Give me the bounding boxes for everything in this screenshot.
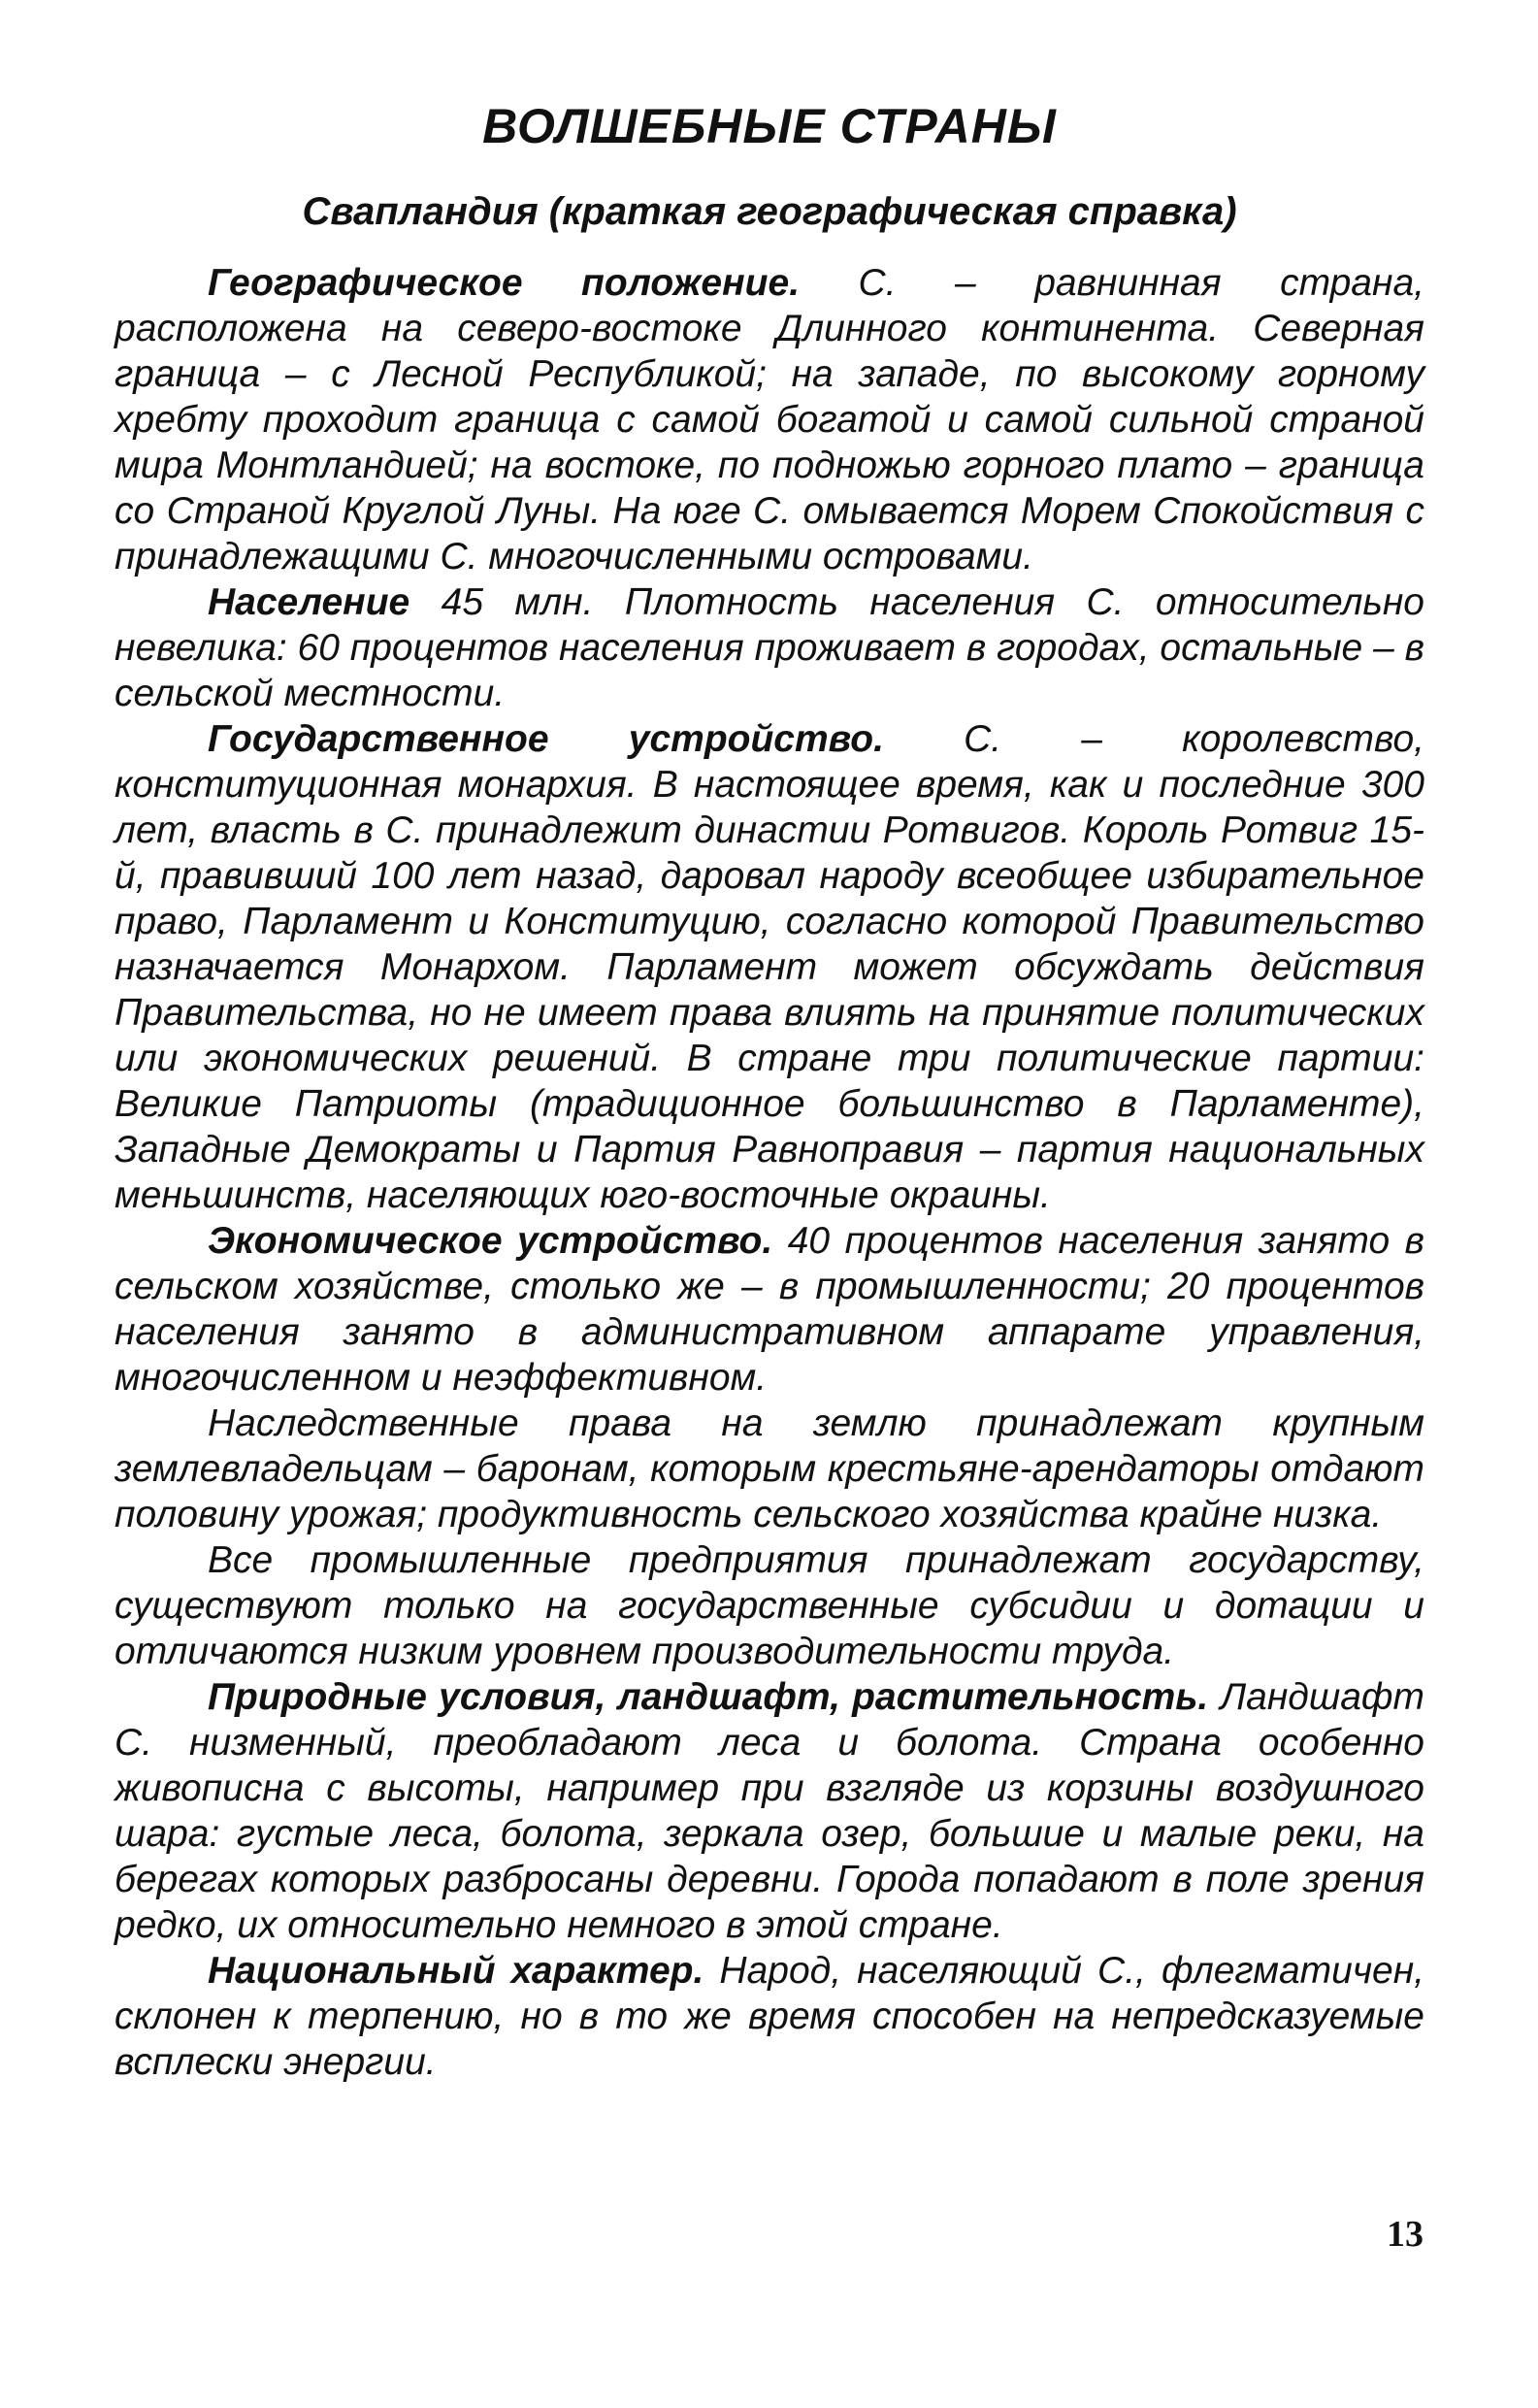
paragraph-heading: Экономическое устройство. (208, 1220, 773, 1262)
paragraph-text: 45 млн. Плотность населения С. относительно невелика: 60 процентов населения проживает в городах, остальные – в сельской местности. (115, 581, 1424, 714)
paragraph-industry (115, 1537, 1424, 1674)
paragraph-nature (115, 1674, 1424, 1948)
paragraph-text: С. – королевство, конституционная монархия. В настоящее время, как и последние 300 лет, власть в С. принадлежит династии Ротвигов. Король Ротвиг 15-й, правивший 100 лет назад, даровал народу всеобщее избирательное право, Парламент и Конституцию, согласно которой Правительство назначается Монархом. Парламент может обсуждать действия Правительства, но не имеет права влиять на принятие политических или экономических решений. В стране три политические партии: Великие Патриоты (традиционное большинство в Парламенте), Западные Демократы и Партия Равноправия – партия национальных меньшинств, населяющих юго-восточные окраины. (115, 718, 1424, 1216)
page-number: 13 (1387, 2214, 1423, 2255)
page-subtitle: Свапландия (краткая географическая справка) (302, 190, 1237, 233)
paragraph-text: Все промышленные предприятия принадлежат государству, существуют только на государственные субсидии и дотации и отличаются низким уровнем производительности труда. (115, 1539, 1424, 1672)
paragraph-government (115, 716, 1424, 1218)
paragraph-text: Народ, населяющий С., флегматичен, склонен к терпению, но в то же время способен на непредсказуемые всплески энергии. (115, 1950, 1424, 2083)
paragraph-land-rights (115, 1401, 1424, 1537)
paragraph-heading: Государственное устройство. (208, 718, 884, 760)
paragraph-heading: Природные условия, ландшафт, растительность. (208, 1676, 1209, 1718)
paragraph-population (115, 579, 1424, 716)
paragraph-economy (115, 1218, 1424, 1401)
page-content (115, 97, 1424, 2085)
paragraph-text: Ландшафт С. низменный, преобладают леса и болота. Страна особенно живописна с высоты, например при взгляде из корзины воздушного шара: густые леса, болота, зеркала озер, большие и малые реки, на берегах которых разбросаны деревни. Города попадают в поле зрения редко, их относительно немного в этой стране. (115, 1676, 1424, 1946)
paragraph-text: С. – равнинная страна, расположена на северо-востоке Длинного континента. Северная граница – с Лесной Республикой; на западе, по высокому горному хребту проходит граница с самой богатой и самой сильной страной мира Монтландией; на востоке, по подножью горного плато – граница со Страной Круглой Луны. На юге С. омывается Морем Спокойствия с принадлежащими С. многочисленными островами. (115, 262, 1424, 577)
paragraph-national-character (115, 1948, 1424, 2085)
paragraph-heading: Население (208, 581, 410, 623)
paragraph-heading: Географическое положение. (208, 262, 801, 304)
paragraph-text: 40 процентов населения занято в сельском хозяйстве, столько же – в промышленности; 20 процентов населения занято в административном аппарате управления, многочисленном и неэффективном. (115, 1220, 1424, 1399)
paragraph-text: Наследственные права на землю принадлежат крупным землевладельцам – баронам, которым крестьяне-арендаторы отдают половину урожая; продуктивность сельского хозяйства крайне низка. (115, 1402, 1424, 1535)
paragraph-heading: Национальный характер. (208, 1950, 704, 1992)
page-title: ВОЛШЕБНЫЕ СТРАНЫ (482, 99, 1057, 153)
paragraph-geography (115, 260, 1424, 579)
